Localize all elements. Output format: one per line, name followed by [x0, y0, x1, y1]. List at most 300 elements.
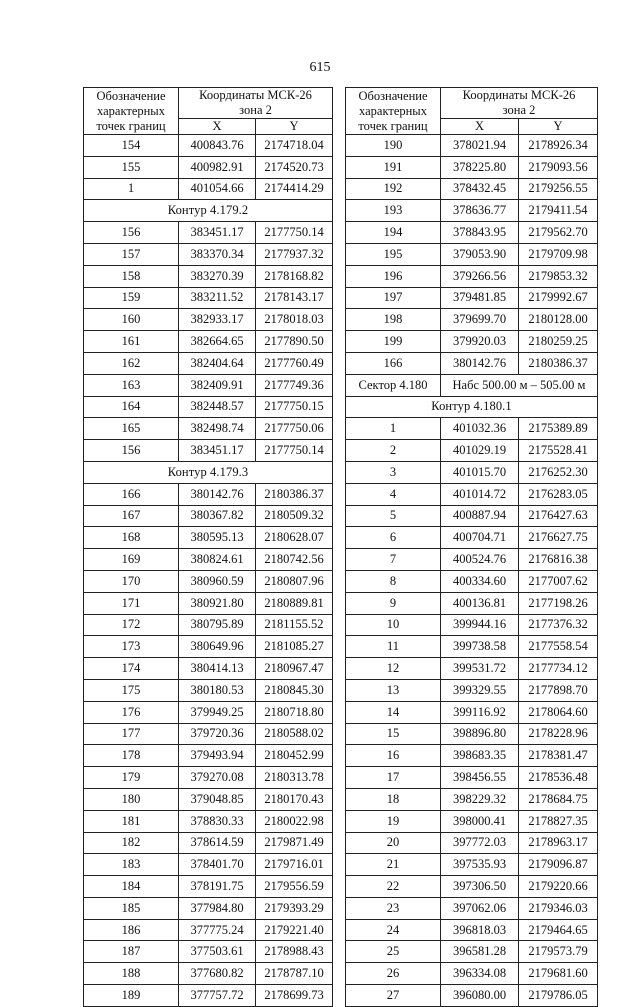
point-header: Обозначение характерных точек границ	[346, 88, 441, 135]
y-cell: 2177198.26	[519, 592, 598, 614]
y-cell: 2180170.43	[256, 788, 333, 810]
x-cell: 399738.58	[441, 636, 519, 658]
point-id-cell: 195	[346, 243, 441, 265]
y-cell: 2180452.99	[256, 745, 333, 767]
x-cell: 380142.76	[441, 352, 519, 374]
table-row	[84, 767, 333, 789]
table-row	[346, 745, 598, 767]
table-row	[84, 985, 333, 1007]
y-cell: 2177558.54	[519, 636, 598, 658]
table-row	[84, 701, 333, 723]
y-cell: 2177890.50	[256, 331, 333, 353]
point-id-cell: 161	[84, 331, 179, 353]
y-cell: 2177750.15	[256, 396, 333, 418]
table-row	[346, 919, 598, 941]
x-cell: 400524.76	[441, 549, 519, 571]
contour-row	[84, 461, 333, 483]
point-id-cell: 169	[84, 549, 179, 571]
x-cell: 398456.55	[441, 767, 519, 789]
x-cell: 379481.85	[441, 287, 519, 309]
point-id-cell: 162	[84, 352, 179, 374]
point-id-cell: 171	[84, 592, 179, 614]
x-cell: 378401.70	[179, 854, 256, 876]
point-id-cell: 163	[84, 374, 179, 396]
x-cell: 401054.66	[179, 178, 256, 200]
y-cell: 2179221.40	[256, 919, 333, 941]
point-id-cell: 6	[346, 527, 441, 549]
y-cell: 2180845.30	[256, 679, 333, 701]
table-row	[346, 658, 598, 680]
x-cell: 380649.96	[179, 636, 256, 658]
table-row	[84, 832, 333, 854]
point-id-cell: 167	[84, 505, 179, 527]
point-id-cell: 175	[84, 679, 179, 701]
y-cell: 2180742.56	[256, 549, 333, 571]
table-row	[346, 178, 598, 200]
y-cell: 2176283.05	[519, 483, 598, 505]
table-row	[346, 461, 598, 483]
table-row	[84, 505, 333, 527]
point-id-cell: 156	[84, 222, 179, 244]
y-cell: 2177898.70	[519, 679, 598, 701]
y-cell: 2178787.10	[256, 963, 333, 985]
point-id-cell: 2	[346, 440, 441, 462]
y-cell: 2179853.32	[519, 265, 598, 287]
y-cell: 2179871.49	[256, 832, 333, 854]
y-cell: 2181155.52	[256, 614, 333, 636]
x-cell: 401015.70	[441, 461, 519, 483]
table-row	[84, 636, 333, 658]
coord-group-header: Координаты МСК-26 зона 2	[441, 88, 598, 119]
table-row	[346, 679, 598, 701]
table-row	[346, 243, 598, 265]
point-header: Обозначение характерных точек границ	[84, 88, 179, 135]
point-id-cell: 190	[346, 135, 441, 157]
x-cell: 378830.33	[179, 810, 256, 832]
table-row	[84, 222, 333, 244]
y-cell: 2180889.81	[256, 592, 333, 614]
y-cell: 2178926.34	[519, 135, 598, 157]
x-cell: 383270.39	[179, 265, 256, 287]
x-cell: 399531.72	[441, 658, 519, 680]
y-cell: 2178143.17	[256, 287, 333, 309]
point-id-cell: 21	[346, 854, 441, 876]
x-cell: 377757.72	[179, 985, 256, 1007]
x-cell: 382409.91	[179, 374, 256, 396]
point-id-cell: 158	[84, 265, 179, 287]
table-row	[84, 941, 333, 963]
point-id-cell: 174	[84, 658, 179, 680]
table-row	[346, 483, 598, 505]
x-cell: 377775.24	[179, 919, 256, 941]
y-cell: 2177750.14	[256, 222, 333, 244]
point-id-cell: 15	[346, 723, 441, 745]
table-row	[346, 135, 598, 157]
table-row	[346, 331, 598, 353]
point-id-cell: 27	[346, 985, 441, 1007]
y-cell: 2179716.01	[256, 854, 333, 876]
table-row	[346, 832, 598, 854]
y-cell: 2178018.03	[256, 309, 333, 331]
table-row	[84, 309, 333, 331]
y-cell: 2179346.03	[519, 897, 598, 919]
point-id-cell: 9	[346, 592, 441, 614]
x-cell: 380142.76	[179, 483, 256, 505]
y-cell: 2179709.98	[519, 243, 598, 265]
x-cell: 382664.65	[179, 331, 256, 353]
x-cell: 400982.91	[179, 156, 256, 178]
y-cell: 2177937.32	[256, 243, 333, 265]
x-cell: 380795.89	[179, 614, 256, 636]
point-id-cell: 14	[346, 701, 441, 723]
point-id-cell: 177	[84, 723, 179, 745]
table-row	[84, 854, 333, 876]
x-cell: 396334.08	[441, 963, 519, 985]
table-row	[346, 309, 598, 331]
x-cell: 377984.80	[179, 897, 256, 919]
y-cell: 2177750.14	[256, 440, 333, 462]
table-row	[84, 592, 333, 614]
x-cell: 383370.34	[179, 243, 256, 265]
point-id-cell: 155	[84, 156, 179, 178]
x-cell: 378843.95	[441, 222, 519, 244]
table-row	[84, 156, 333, 178]
table-row	[84, 876, 333, 898]
table-row	[84, 352, 333, 374]
point-id-cell: 173	[84, 636, 179, 658]
table-row	[346, 810, 598, 832]
y-cell: 2174520.73	[256, 156, 333, 178]
point-id-cell: 180	[84, 788, 179, 810]
x-cell: 380367.82	[179, 505, 256, 527]
table-row	[346, 788, 598, 810]
x-cell: 397535.93	[441, 854, 519, 876]
point-id-cell: 199	[346, 331, 441, 353]
x-cell: 398229.32	[441, 788, 519, 810]
table-row	[346, 352, 598, 374]
x-cell: 380595.13	[179, 527, 256, 549]
y-cell: 2178536.48	[519, 767, 598, 789]
point-id-cell: 157	[84, 243, 179, 265]
point-id-cell: 183	[84, 854, 179, 876]
point-id-cell: 17	[346, 767, 441, 789]
point-id-cell: 191	[346, 156, 441, 178]
point-id-cell: 187	[84, 941, 179, 963]
y-cell: 2180128.00	[519, 309, 598, 331]
x-cell: 379920.03	[441, 331, 519, 353]
table-row	[84, 483, 333, 505]
y-cell: 2181085.27	[256, 636, 333, 658]
y-cell: 2175528.41	[519, 440, 598, 462]
table-row	[346, 614, 598, 636]
x-cell: 380824.61	[179, 549, 256, 571]
point-id-cell: 194	[346, 222, 441, 244]
x-cell: 399329.55	[441, 679, 519, 701]
contour-row	[346, 396, 598, 418]
x-cell: 397772.03	[441, 832, 519, 854]
coord-group-header: Координаты МСК-26 зона 2	[179, 88, 333, 119]
point-id-cell: 178	[84, 745, 179, 767]
y-cell: 2179411.54	[519, 200, 598, 222]
point-id-cell: 188	[84, 963, 179, 985]
point-id-cell: 3	[346, 461, 441, 483]
y-cell: 2179786.05	[519, 985, 598, 1007]
table-row	[84, 178, 333, 200]
table-row	[346, 287, 598, 309]
point-id-cell: 197	[346, 287, 441, 309]
point-id-cell: 159	[84, 287, 179, 309]
table-row	[84, 919, 333, 941]
point-id-cell: 20	[346, 832, 441, 854]
point-id-cell: 5	[346, 505, 441, 527]
x-cell: 397062.06	[441, 897, 519, 919]
contour-label: Контур 4.179.2	[84, 200, 333, 222]
point-id-cell: 25	[346, 941, 441, 963]
y-cell: 2174414.29	[256, 178, 333, 200]
y-cell: 2178381.47	[519, 745, 598, 767]
y-cell: 2177749.36	[256, 374, 333, 396]
x-header: X	[179, 119, 256, 135]
table-row	[346, 527, 598, 549]
x-cell: 401032.36	[441, 418, 519, 440]
y-cell: 2180386.37	[519, 352, 598, 374]
x-cell: 378636.77	[441, 200, 519, 222]
y-cell: 2178168.82	[256, 265, 333, 287]
table-row	[84, 549, 333, 571]
point-id-cell: 181	[84, 810, 179, 832]
y-cell: 2179093.56	[519, 156, 598, 178]
x-cell: 382448.57	[179, 396, 256, 418]
y-cell: 2180967.47	[256, 658, 333, 680]
x-cell: 378432.45	[441, 178, 519, 200]
x-cell: 400887.94	[441, 505, 519, 527]
table-row	[84, 679, 333, 701]
x-header: X	[441, 119, 519, 135]
point-id-cell: 166	[346, 352, 441, 374]
point-id-cell: 1	[346, 418, 441, 440]
table-row	[84, 287, 333, 309]
table-row	[346, 570, 598, 592]
table-row	[346, 265, 598, 287]
point-id-cell: 18	[346, 788, 441, 810]
y-cell: 2178228.96	[519, 723, 598, 745]
coordinates-table-left	[83, 87, 333, 1007]
table-row	[346, 897, 598, 919]
point-id-cell: 192	[346, 178, 441, 200]
table-row	[346, 854, 598, 876]
table-row	[346, 200, 598, 222]
point-id-cell: 13	[346, 679, 441, 701]
table-row	[84, 810, 333, 832]
y-cell: 2174718.04	[256, 135, 333, 157]
y-cell: 2179562.70	[519, 222, 598, 244]
point-id-cell: 168	[84, 527, 179, 549]
table-row	[84, 527, 333, 549]
point-id-cell: 176	[84, 701, 179, 723]
table-row	[84, 570, 333, 592]
x-cell: 400704.71	[441, 527, 519, 549]
x-cell: 399116.92	[441, 701, 519, 723]
y-cell: 2178963.17	[519, 832, 598, 854]
x-cell: 396080.00	[441, 985, 519, 1007]
sector-height-range: Набс 500.00 м – 505.00 м	[441, 374, 598, 396]
point-id-cell: 185	[84, 897, 179, 919]
point-id-cell: 10	[346, 614, 441, 636]
y-cell: 2176627.75	[519, 527, 598, 549]
table-row	[84, 897, 333, 919]
table-row	[84, 135, 333, 157]
table-row	[84, 374, 333, 396]
contour-label: Контур 4.179.3	[84, 461, 333, 483]
x-cell: 396581.28	[441, 941, 519, 963]
left-table-body	[84, 135, 333, 1007]
y-cell: 2180313.78	[256, 767, 333, 789]
table-row	[346, 418, 598, 440]
y-cell: 2177760.49	[256, 352, 333, 374]
contour-row	[84, 200, 333, 222]
y-header: Y	[256, 119, 333, 135]
y-cell: 2180386.37	[256, 483, 333, 505]
x-cell: 398896.80	[441, 723, 519, 745]
point-id-cell: 189	[84, 985, 179, 1007]
y-cell: 2177750.06	[256, 418, 333, 440]
y-cell: 2177376.32	[519, 614, 598, 636]
table-row	[84, 963, 333, 985]
point-id-cell: 1	[84, 178, 179, 200]
point-id-cell: 182	[84, 832, 179, 854]
x-cell: 379493.94	[179, 745, 256, 767]
sector-label: Сектор 4.180	[346, 374, 441, 396]
point-id-cell: 166	[84, 483, 179, 505]
point-id-cell: 196	[346, 265, 441, 287]
contour-label: Контур 4.180.1	[346, 396, 598, 418]
table-row	[346, 767, 598, 789]
x-cell: 382933.17	[179, 309, 256, 331]
table-row	[346, 985, 598, 1007]
x-cell: 401029.19	[441, 440, 519, 462]
point-id-cell: 165	[84, 418, 179, 440]
x-cell: 398683.35	[441, 745, 519, 767]
point-id-cell: 179	[84, 767, 179, 789]
x-cell: 379266.56	[441, 265, 519, 287]
x-cell: 397306.50	[441, 876, 519, 898]
y-cell: 2180509.32	[256, 505, 333, 527]
x-cell: 377680.82	[179, 963, 256, 985]
x-cell: 383451.17	[179, 440, 256, 462]
x-cell: 379949.25	[179, 701, 256, 723]
x-cell: 379048.85	[179, 788, 256, 810]
x-cell: 380180.53	[179, 679, 256, 701]
point-id-cell: 4	[346, 483, 441, 505]
table-row	[84, 788, 333, 810]
y-cell: 2179393.29	[256, 897, 333, 919]
x-cell: 401014.72	[441, 483, 519, 505]
y-cell: 2177007.62	[519, 570, 598, 592]
table-row	[84, 396, 333, 418]
y-cell: 2180718.80	[256, 701, 333, 723]
point-id-cell: 172	[84, 614, 179, 636]
y-cell: 2178699.73	[256, 985, 333, 1007]
table-row	[84, 243, 333, 265]
x-cell: 400136.81	[441, 592, 519, 614]
x-cell: 383211.52	[179, 287, 256, 309]
point-id-cell: 184	[84, 876, 179, 898]
table-row	[346, 440, 598, 462]
table-row	[84, 614, 333, 636]
y-cell: 2179992.67	[519, 287, 598, 309]
y-cell: 2179096.87	[519, 854, 598, 876]
x-cell: 379053.90	[441, 243, 519, 265]
x-cell: 377503.61	[179, 941, 256, 963]
y-cell: 2178988.43	[256, 941, 333, 963]
x-cell: 382498.74	[179, 418, 256, 440]
y-cell: 2178064.60	[519, 701, 598, 723]
y-cell: 2177734.12	[519, 658, 598, 680]
point-id-cell: 160	[84, 309, 179, 331]
table-row	[346, 723, 598, 745]
table-row	[346, 222, 598, 244]
y-cell: 2180588.02	[256, 723, 333, 745]
y-cell: 2179681.60	[519, 963, 598, 985]
y-header: Y	[519, 119, 598, 135]
x-cell: 379699.70	[441, 309, 519, 331]
x-cell: 382404.64	[179, 352, 256, 374]
point-id-cell: 19	[346, 810, 441, 832]
coordinates-table-right	[345, 87, 598, 1007]
point-id-cell: 164	[84, 396, 179, 418]
y-cell: 2180628.07	[256, 527, 333, 549]
table-row	[346, 156, 598, 178]
table-row	[84, 745, 333, 767]
point-id-cell: 12	[346, 658, 441, 680]
point-id-cell: 24	[346, 919, 441, 941]
table-row	[84, 440, 333, 462]
x-cell: 378225.80	[441, 156, 519, 178]
table-row	[346, 701, 598, 723]
y-cell: 2180807.96	[256, 570, 333, 592]
right-table-body	[346, 135, 598, 1007]
x-cell: 380414.13	[179, 658, 256, 680]
x-cell: 400843.76	[179, 135, 256, 157]
y-cell: 2179556.59	[256, 876, 333, 898]
y-cell: 2179256.55	[519, 178, 598, 200]
x-cell: 400334.60	[441, 570, 519, 592]
y-cell: 2179464.65	[519, 919, 598, 941]
y-cell: 2178827.35	[519, 810, 598, 832]
y-cell: 2176427.63	[519, 505, 598, 527]
table-row	[346, 549, 598, 571]
table-row	[84, 723, 333, 745]
point-id-cell: 154	[84, 135, 179, 157]
point-id-cell: 198	[346, 309, 441, 331]
x-cell: 383451.17	[179, 222, 256, 244]
x-cell: 380921.80	[179, 592, 256, 614]
x-cell: 399944.16	[441, 614, 519, 636]
x-cell: 398000.41	[441, 810, 519, 832]
table-row	[84, 265, 333, 287]
table-row	[346, 941, 598, 963]
point-id-cell: 193	[346, 200, 441, 222]
point-id-cell: 156	[84, 440, 179, 462]
table-row	[346, 963, 598, 985]
table-row	[346, 876, 598, 898]
x-cell: 379270.08	[179, 767, 256, 789]
table-row	[84, 418, 333, 440]
table-row	[84, 658, 333, 680]
point-id-cell: 8	[346, 570, 441, 592]
y-cell: 2179573.79	[519, 941, 598, 963]
point-id-cell: 186	[84, 919, 179, 941]
